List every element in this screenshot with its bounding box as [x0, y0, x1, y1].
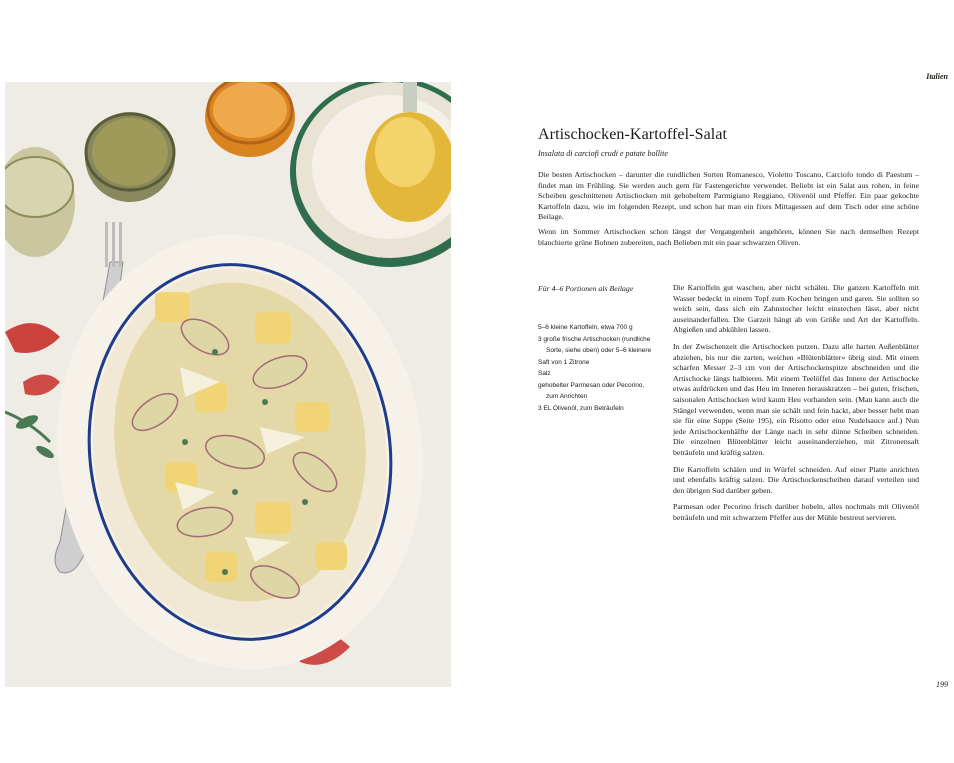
portions: Für 4–6 Portionen als Beilage [538, 284, 634, 293]
ingredient-item: gehobelter Parmesan oder Pecorino, zum Anrichten [538, 381, 645, 400]
recipe-subtitle: Insalata di carciofi crudi e patate bollite [538, 149, 668, 158]
ingredient-item: 5–6 kleine Kartoffeln, etwa 700 g [538, 324, 633, 331]
method-step: Parmesan oder Pecorino frisch darüber hobeln, alles nochmals mit Olivenöl beträufeln und mit schwarzem Pfeffer aus der Mühle bestreut servieren. [673, 502, 919, 522]
method-steps [673, 283, 919, 529]
ingredient-item: 3 große frische Artischocken (rundliche Sorte, siehe oben) oder 5–6 kleinere [538, 335, 652, 354]
method-step: Die Kartoffeln gut waschen, aber nicht schälen. Die ganzen Kartoffeln mit Wasser bedeckt in einem Topf zum Kochen bringen und garen. Sie sollten so weich sein, dass sich ein Zahnstocher leicht einstechen lässt, aber nicht auseinanderfallen. Die Garzeit hängt ab von Größe und Art der Kartoffeln. Abgießen und abkühlen lassen. [673, 283, 919, 335]
recipe-intro [538, 170, 919, 252]
ingredient-item: 3 EL Olivenöl, zum Beträufeln [538, 404, 624, 412]
intro-paragraph: Wenn im Sommer Artischocken schon längst der Vergangenheit angehören, können Sie nach demselben Rezept blanchierte grüne Bohnen zubereiten, nach Belieben mit ein paar schwarzen Oliven. [538, 226, 919, 247]
food-photo-icon [5, 82, 451, 687]
ingredient-item: Salz [538, 370, 551, 377]
section-label: Italien [926, 72, 948, 81]
recipe-photo [5, 82, 451, 687]
page-number: 199 [936, 680, 948, 689]
ingredient-item: Saft von 1 Zitrone [538, 358, 590, 366]
method-step: In der Zwischenzeit die Artischocken putzen. Dazu alle harten Außenblätter abziehen, bis nur die zarten, weichen »Blütenblätter« übrig sind. Mit einem scharfen Messer 2–3 cm von der Artischockenspitze abschneiden und die Artischocke längs halbieren. Mit einem Teelöffel das Innere der Artischocke etwas aufdrücken und das Heu im Inneren herauskratzen – bei guten, frischen, saisonalen Artischocken wird kaum Heu vorhanden sein. (Man kann auch die Stängel verwenden, wenn man sie schält und fein hackt, aber besser hebt man sie für eine Suppe (Seite 195), ein Risotto oder eine Nudelsauce auf.) Nun jede Artischockenhälfte der Länge nach in sehr dünne Scheiben schneiden. Die einzelnen Blütenblätter leicht auseinanderziehen, mit Zitronensaft beträufeln und kräftig salzen. [673, 341, 919, 457]
recipe-title: Artischocken-Kartoffel-Salat [538, 126, 728, 143]
glass-green [85, 112, 175, 202]
ingredient-list [538, 322, 654, 414]
intro-paragraph: Die besten Artischocken – darunter die rundlichen Sorten Romanesco, Violetto Toscano, Carciofo tondo di Paestum – findet man im Frühling. Sie werden auch gern für Fastengerichte verwendet. Beliebt ist ein Salat aus rohen, in feine Scheiben geschnittenen Artischocken mit gehobeltem Parmigiano Reggiano, Olivenöl und Pfeffer. Ein paar gekochte Kartoffeln dazu, wie im folgenden Rezept, und schon hat man ein fixes Mittagessen auf dem Tisch oder eine schöne Beilage. [538, 170, 919, 222]
method-step: Die Kartoffeln schälen und in Würfel schneiden. Auf einer Platte anrichten und ebenfalls kräftig salzen. Die Artischockenscheiben darauf verteilen und den übrigen Sud darüber geben. [673, 464, 919, 495]
